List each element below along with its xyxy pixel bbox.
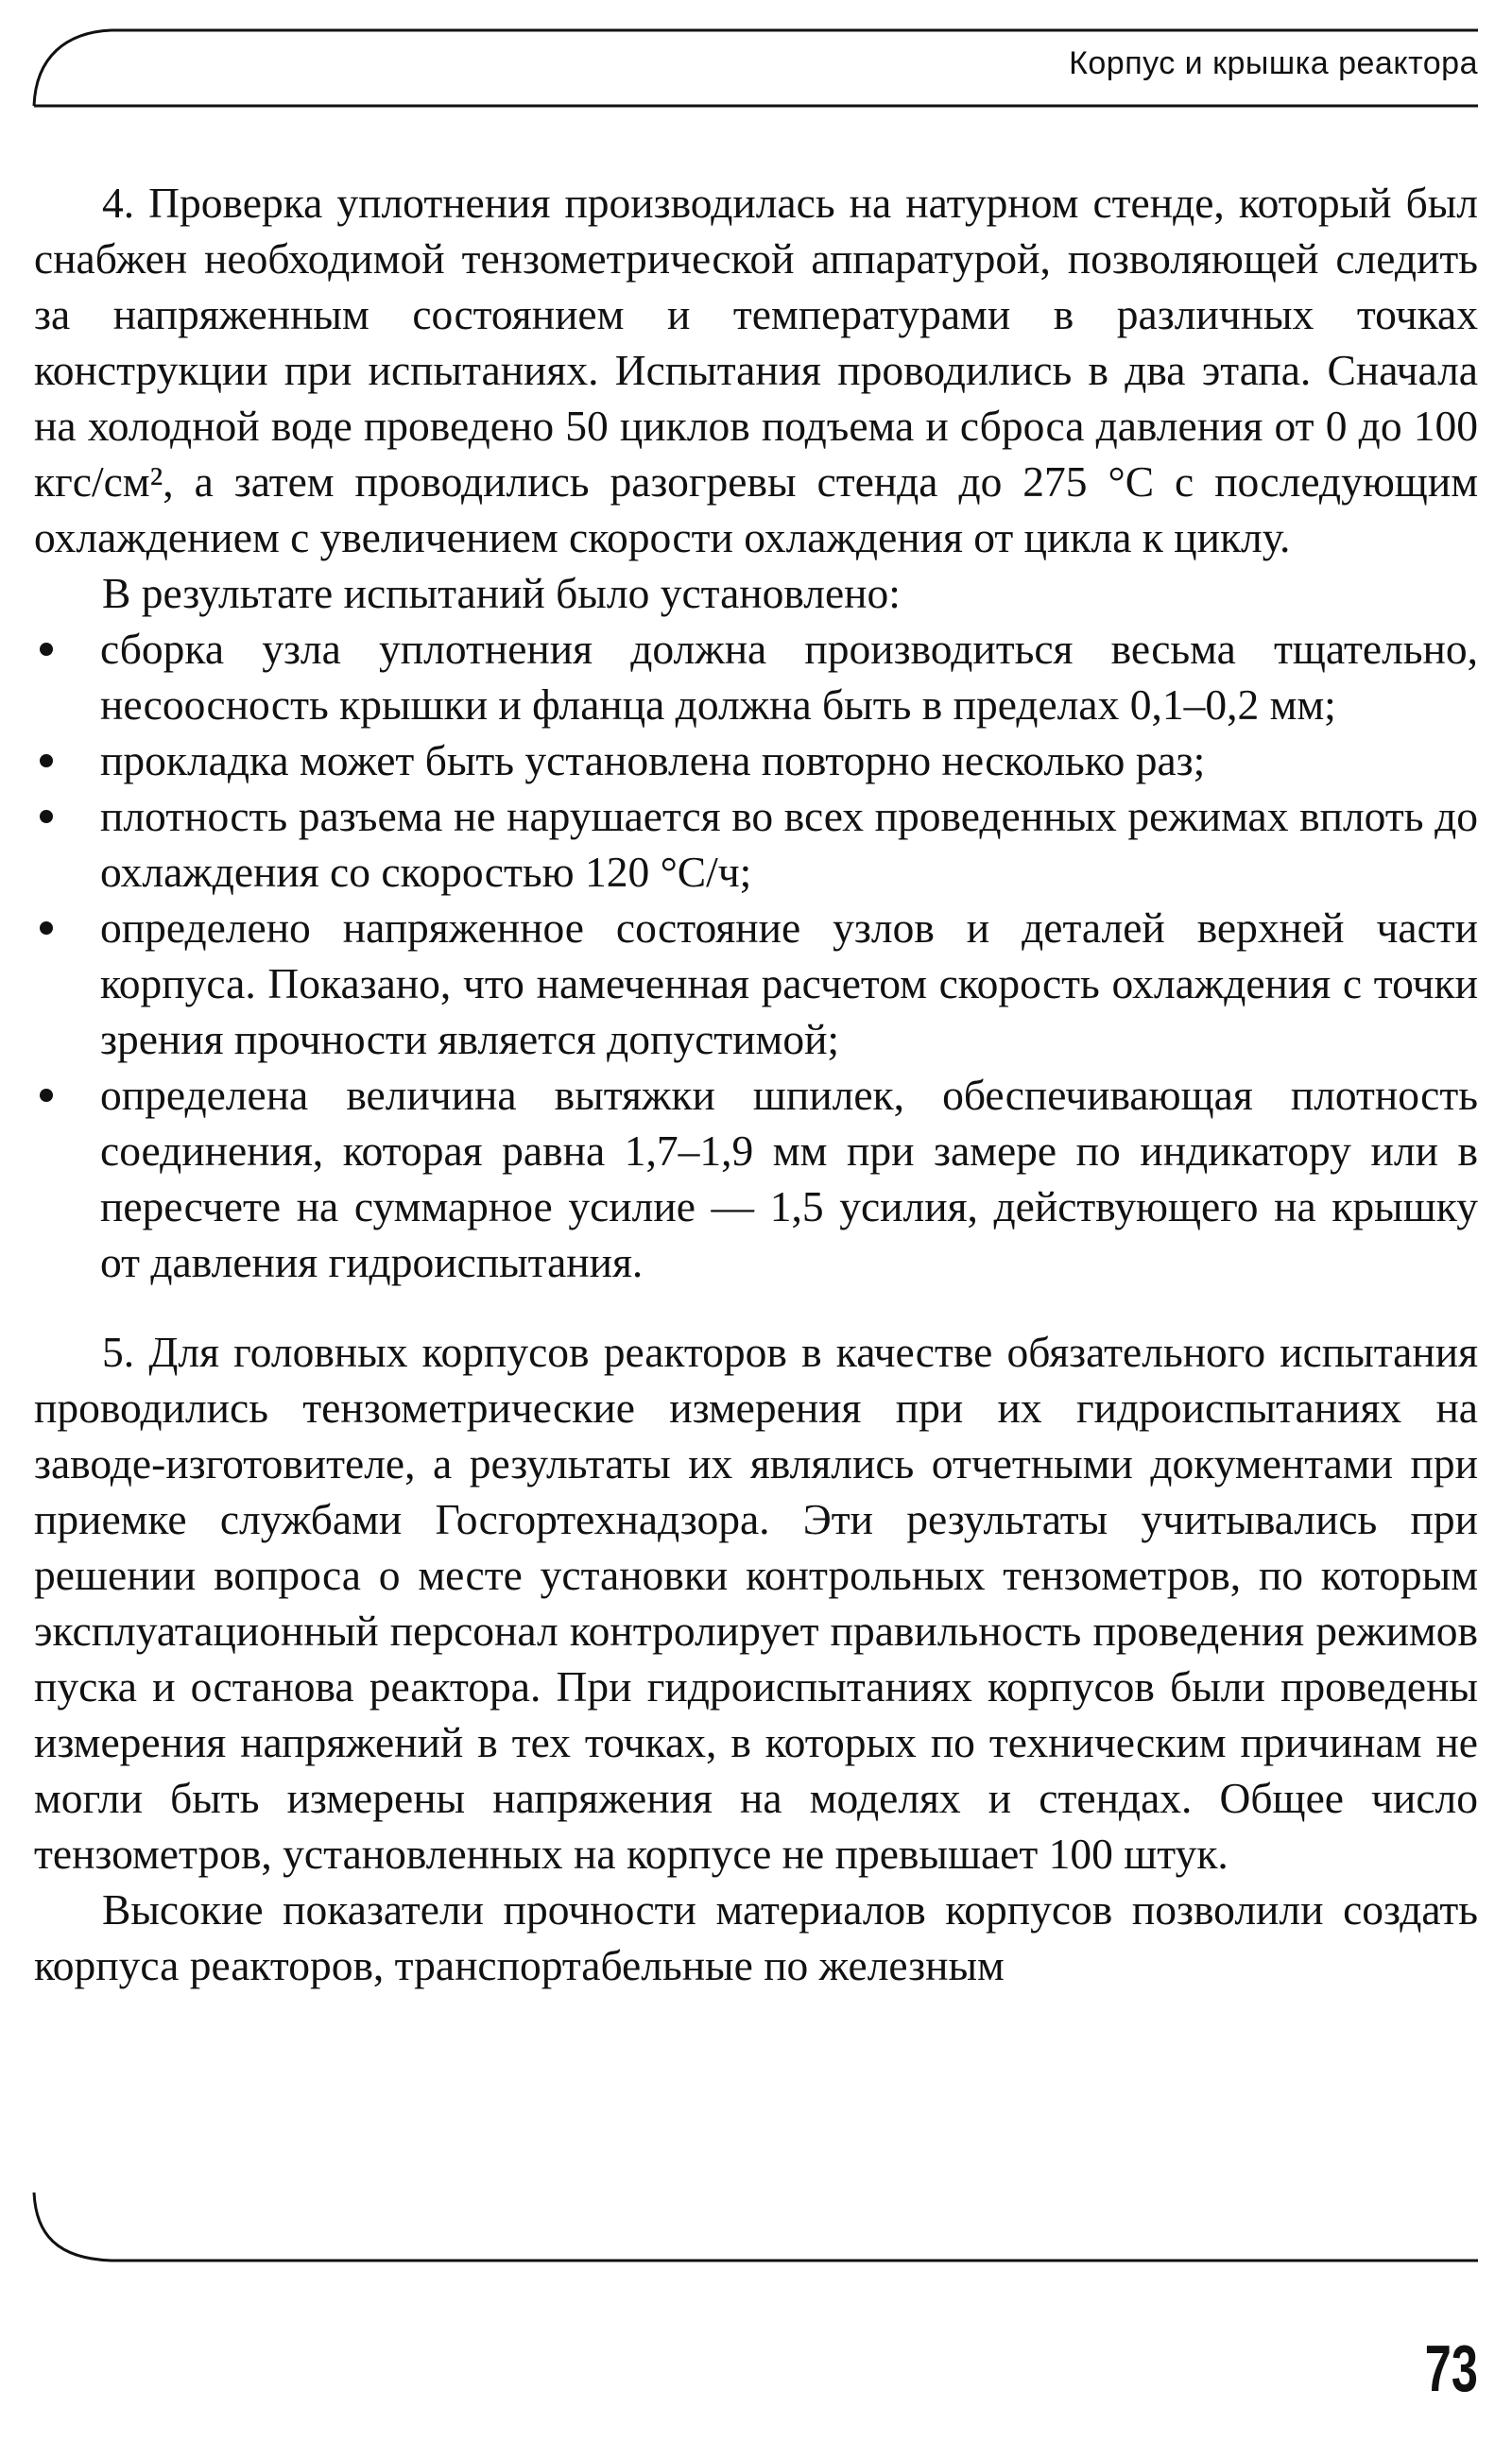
results-list <box>34 621 1478 1290</box>
results-item <box>34 621 1478 732</box>
running-head-title: Корпус и крышка реактора <box>1069 45 1478 81</box>
bullet-icon <box>40 754 53 767</box>
results-item <box>34 900 1478 1067</box>
results-intro: В результате испытаний было установлено: <box>102 569 901 617</box>
page-number: 73 <box>1424 2331 1478 2405</box>
results-item-text: сборка узла уплотнения должна производиться весьма тщательно, несоосность крышки и фланца должна быть в пределах 0,1–0,2 мм; <box>100 625 1478 729</box>
results-item-text: определена величина вытяжки шпилек, обеспечивающая плотность соединения, которая равна 1,7–1,9 мм при замере по индикатору или в пересчете на суммарное усилие — 1,5 усилия, действующего на крышку от давления гидроиспытания. <box>100 1071 1478 1286</box>
paragraph-4: 4. Проверка уплотнения производилась на натурном стенде, который был снабжен необходимой тензометрической аппаратурой, позволяющей следить за напряженным состоянием и температурами в различных точках конструкции при испытаниях. Испытания проводились в два этапа. Сначала на холодной воде проведено 50 циклов подъема и сброса давления от 0 до 100 кгс/см², а затем проводились разогревы стенда до 275 °C с последующим охлаждением с увеличением скорости охлаждения от цикла к циклу. <box>34 179 1478 561</box>
paragraph-5: 5. Для головных корпусов реакторов в качестве обязательного испытания проводились тензометрические измерения при их гидроиспытаниях на заводе-изготовителе, а результаты их являлись отчетными документами при приемке службами Госгортехнадзора. Эти результаты учитывались при решении вопроса о месте установки контрольных тензометров, по которым эксплуатационный персонал контролирует правильность проведения режимов пуска и останова реактора. При гидроиспытаниях корпусов были проведены измерения напряжений в тех точках, в которых по техническим причинам не могли быть измерены напряжения на моделях и стендах. Общее число тензометров, установленных на корпусе не превышает 100 штук. <box>34 1328 1478 1878</box>
bullet-icon <box>40 1089 53 1102</box>
results-item <box>34 732 1478 788</box>
bullet-icon <box>40 810 53 823</box>
paragraph-final: Высокие показатели прочности материалов корпусов позволили создать корпуса реакторов, транспортабельные по железным <box>34 1885 1478 1989</box>
results-item-text: прокладка может быть установлена повторно несколько раз; <box>100 736 1206 784</box>
bullet-icon <box>40 643 53 656</box>
results-item <box>34 788 1478 900</box>
results-item <box>34 1067 1478 1290</box>
results-item-text: плотность разъема не нарушается во всех проведенных режимах вплоть до охлаждения со скоростью 120 °C/ч; <box>100 792 1478 896</box>
bullet-icon <box>40 921 53 935</box>
page-body <box>34 175 1478 1993</box>
results-item-text: определено напряженное состояние узлов и деталей верхней части корпуса. Показано, что намеченная расчетом скорость охлаждения с точки зрения прочности является допустимой; <box>100 903 1478 1063</box>
footer-frame-line <box>0 2192 1512 2278</box>
